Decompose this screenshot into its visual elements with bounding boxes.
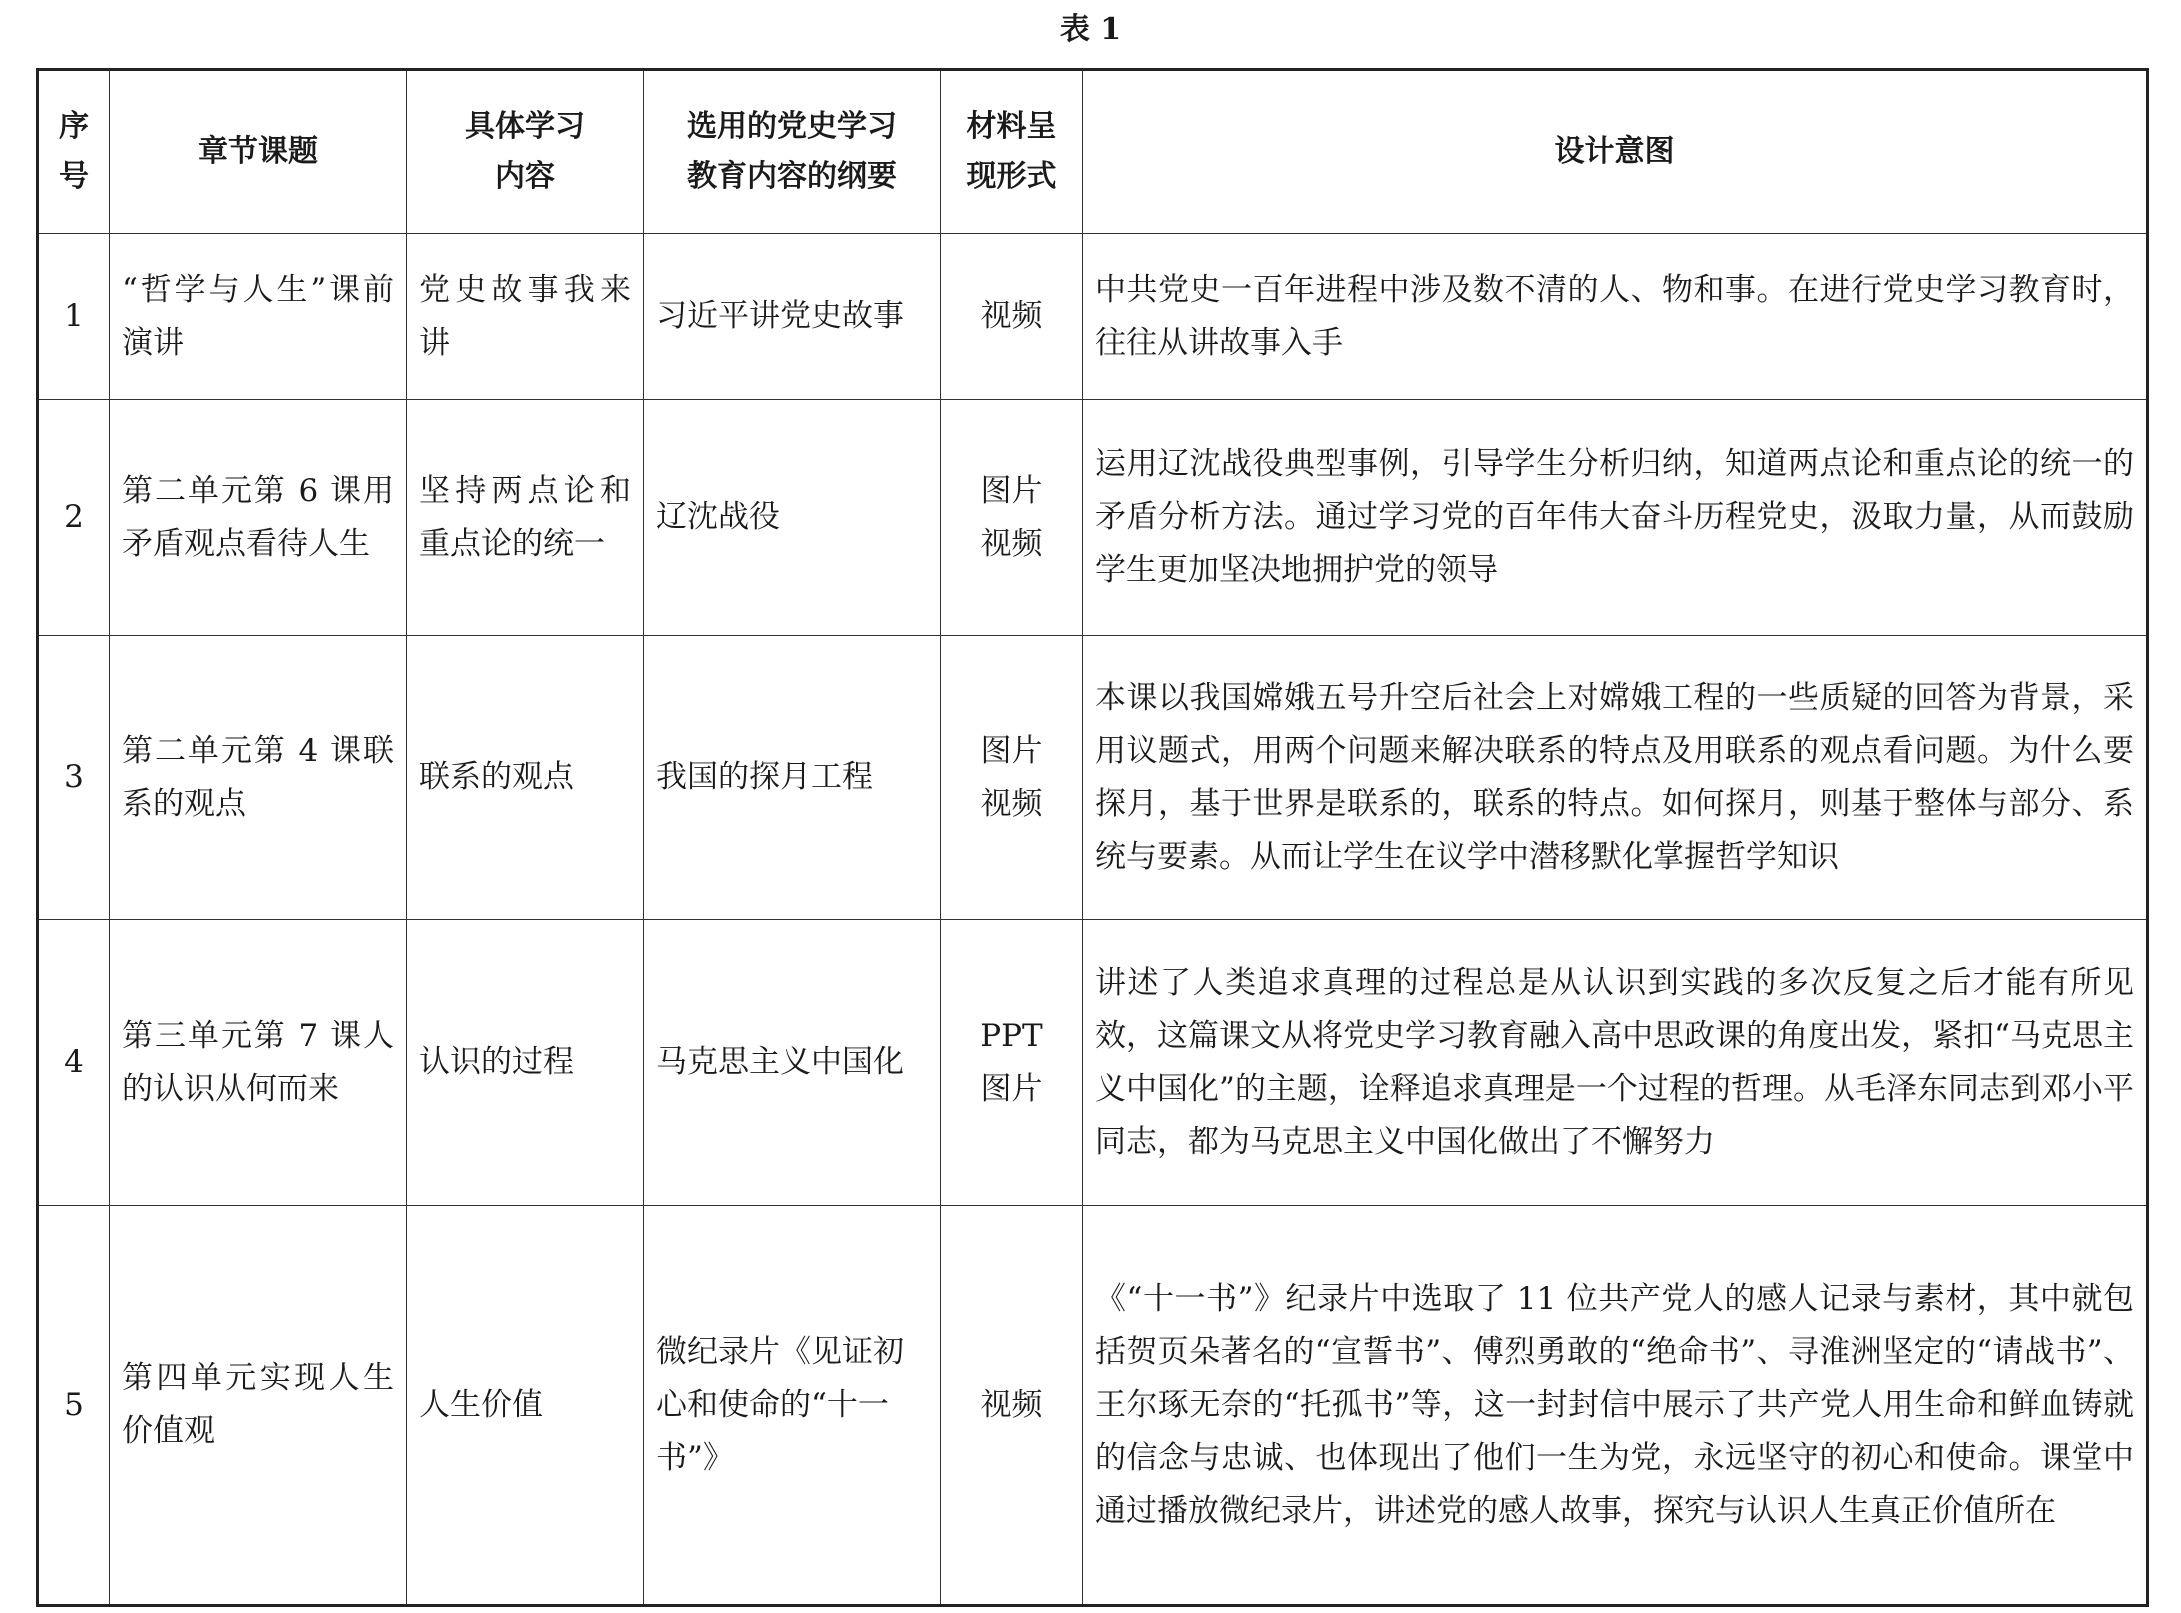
row-outline: 微纪录片《见证初心和使命的“十一书”》 [644, 1206, 941, 1606]
row-index: 4 [38, 920, 110, 1206]
header-index: 序 号 [38, 70, 110, 234]
row-form: 图片 视频 [941, 636, 1083, 920]
row-content: 认识的过程 [407, 920, 644, 1206]
row-intent: 运用辽沈战役典型事例，引导学生分析归纳，知道两点论和重点论的统一的矛盾分析方法。通过学习党的百年伟大奋斗历程党史，汲取力量，从而鼓励学生更加坚决地拥护党的领导 [1083, 400, 2148, 636]
row-outline: 马克思主义中国化 [644, 920, 941, 1206]
row-intent: 本课以我国嫦娥五号升空后社会上对嫦娥工程的一些质疑的回答为背景，采用议题式，用两个问题来解决联系的特点及用联系的观点看问题。为什么要探月，基于世界是联系的，联系的特点。如何探月，则基于整体与部分、系统与要素。从而让学生在议学中潜移默化掌握哲学知识 [1083, 636, 2148, 920]
table-caption: 表 1 [1059, 12, 1122, 47]
header-form: 材料呈 现形式 [941, 70, 1083, 234]
row-chapter: 第二单元第 6 课用矛盾观点看待人生 [110, 400, 407, 636]
header-content: 具体学习 内容 [407, 70, 644, 234]
header-chapter: 章节课题 [110, 70, 407, 234]
row-outline: 我国的探月工程 [644, 636, 941, 920]
row-content: 坚持两点论和重点论的统一 [407, 400, 644, 636]
row-outline: 辽沈战役 [644, 400, 941, 636]
row-index: 2 [38, 400, 110, 636]
row-intent: 讲述了人类追求真理的过程总是从认识到实践的多次反复之后才能有所见效，这篇课文从将党史学习教育融入高中思政课的角度出发，紧扣“马克思主义中国化”的主题，诠释追求真理是一个过程的哲理。从毛泽东同志到邓小平同志，都为马克思主义中国化做出了不懈努力 [1083, 920, 2148, 1206]
row-outline: 习近平讲党史故事 [644, 234, 941, 400]
row-content: 党史故事我来讲 [407, 234, 644, 400]
row-form: 视频 [941, 1206, 1083, 1606]
table-row [38, 1206, 2148, 1606]
lesson-design-table [36, 68, 2149, 1607]
row-chapter: “哲学与人生”课前演讲 [110, 234, 407, 400]
row-chapter: 第二单元第 4 课联系的观点 [110, 636, 407, 920]
row-intent: 《“十一书”》纪录片中选取了 11 位共产党人的感人记录与素材，其中就包括贺页朵著名的“宣誓书”、傅烈勇敢的“绝命书”、寻淮洲坚定的“请战书”、王尔琢无奈的“托孤书”等，这一封封信中展示了共产党人用生命和鲜血铸就的信念与忠诚、也体现出了他们一生为党，永远坚守的初心和使命。课堂中通过播放微纪录片，讲述党的感人故事，探究与认识人生真正价值所在 [1083, 1206, 2148, 1606]
row-chapter: 第四单元实现人生价值观 [110, 1206, 407, 1606]
row-index: 3 [38, 636, 110, 920]
row-content: 人生价值 [407, 1206, 644, 1606]
row-index: 1 [38, 234, 110, 400]
row-index: 5 [38, 1206, 110, 1606]
table-row [38, 636, 2148, 920]
row-content: 联系的观点 [407, 636, 644, 920]
row-form: 图片 视频 [941, 400, 1083, 636]
row-form: PPT 图片 [941, 920, 1083, 1206]
row-intent: 中共党史一百年进程中涉及数不清的人、物和事。在进行党史学习教育时，往往从讲故事入手 [1083, 234, 2148, 400]
row-form: 视频 [941, 234, 1083, 400]
header-outline: 选用的党史学习 教育内容的纲要 [644, 70, 941, 234]
table-row [38, 234, 2148, 400]
header-intent: 设计意图 [1083, 70, 2148, 234]
table-row [38, 920, 2148, 1206]
table-row [38, 400, 2148, 636]
row-chapter: 第三单元第 7 课人的认识从何而来 [110, 920, 407, 1206]
header-row [38, 70, 2148, 234]
